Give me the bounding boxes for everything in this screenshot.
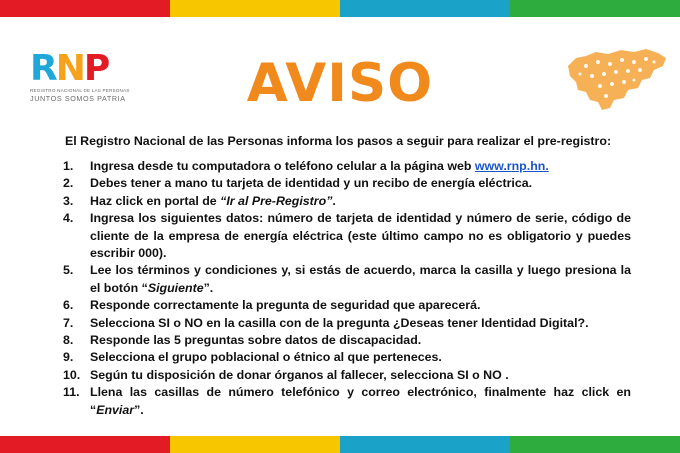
logo-letter-r: R — [30, 48, 56, 89]
step-text-part: Lee los términos y condiciones y, si estás de acuerdo, marca la casilla y luego presiona la el botón “ — [90, 263, 631, 295]
list-item — [45, 175, 631, 192]
step-number: 11. — [63, 385, 80, 400]
step-text: Responde correctamente la pregunta de seguridad que aparecerá. — [90, 298, 481, 313]
list-item — [45, 210, 631, 262]
step-number: 9. — [63, 350, 74, 365]
page-title: AVISO — [246, 53, 434, 114]
top-color-stripe — [0, 0, 680, 17]
step-text-part: . — [332, 193, 336, 208]
list-item — [45, 158, 631, 175]
logo-letter-n: N — [55, 48, 84, 89]
rnp-website-link[interactable]: www.rnp.hn. — [474, 159, 549, 173]
step-text-part: Ingresa desde tu computadora o teléfono celular a la página web — [90, 159, 475, 173]
logo-subtitle: REGISTRO NACIONAL DE LAS PERSONAS — [30, 88, 130, 93]
step-text-part: ”. — [203, 280, 214, 295]
stripe-yellow — [170, 436, 340, 453]
step-text-part: Llena las casillas de número telefónico y correo electrónico, finalmente haz click en “ — [90, 385, 631, 417]
bottom-color-stripe — [0, 436, 680, 453]
list-item — [45, 315, 631, 332]
step-text-emphasis: “Ir al Pre-Registro” — [220, 193, 333, 208]
list-item — [45, 193, 631, 210]
step-text: Debes tener a mano tu tarjeta de identidad y un recibo de energía eléctrica. — [90, 176, 533, 191]
step-number: 4. — [63, 211, 74, 226]
step-number: 3. — [63, 193, 74, 208]
list-item — [45, 367, 631, 384]
step-text — [90, 262, 631, 297]
step-text — [90, 384, 631, 419]
logo-slogan: JUNTOS SOMOS PATRIA — [30, 94, 126, 103]
step-number: 8. — [63, 333, 74, 348]
step-text-part: ”. — [134, 402, 144, 417]
step-text: Según tu disposición de donar órganos al fallecer, selecciona SI o NO . — [90, 367, 509, 382]
step-text: Selecciona SI o NO en la casilla con de la pregunta ¿Deseas tener Identidad Digital?. — [90, 315, 589, 330]
stripe-red — [0, 436, 170, 453]
list-item — [45, 332, 631, 349]
step-number: 10. — [63, 367, 81, 382]
step-number: 1. — [63, 159, 74, 173]
step-text — [90, 158, 631, 175]
step-text: Selecciona el grupo poblacional o étnico al que perteneces. — [90, 350, 442, 365]
step-number: 7. — [63, 315, 74, 330]
step-text: Responde las 5 preguntas sobre datos de discapacidad. — [90, 333, 422, 348]
step-text: Ingresa los siguientes datos: número de tarjeta de identidad y número de serie, código de cliente de la empresa de energía eléctrica (este último campo no es obligatorio y puedes escribir 000). — [90, 211, 631, 261]
step-text-emphasis: Enviar — [96, 402, 135, 417]
step-text — [90, 193, 631, 210]
steps-list — [45, 158, 631, 419]
logo-letter-p: P — [83, 48, 109, 89]
stripe-green — [510, 436, 680, 453]
list-item — [45, 262, 631, 297]
step-text-emphasis: Siguiente — [147, 280, 204, 295]
step-number: 5. — [63, 263, 74, 278]
intro-text: El Registro Nacional de las Personas informa los pasos a seguir para realizar el pre-registro: — [65, 134, 612, 148]
stripe-yellow — [170, 0, 340, 17]
step-text-part: Haz click en portal de — [90, 193, 221, 208]
stripe-blue — [340, 0, 510, 17]
honduras-map-icon — [566, 44, 670, 114]
list-item — [45, 349, 631, 366]
step-number: 6. — [63, 298, 74, 313]
list-item — [45, 297, 631, 314]
step-number: 2. — [63, 176, 74, 191]
list-item — [45, 384, 631, 419]
stripe-green — [510, 0, 680, 17]
stripe-blue — [340, 436, 510, 453]
stripe-red — [0, 0, 170, 17]
